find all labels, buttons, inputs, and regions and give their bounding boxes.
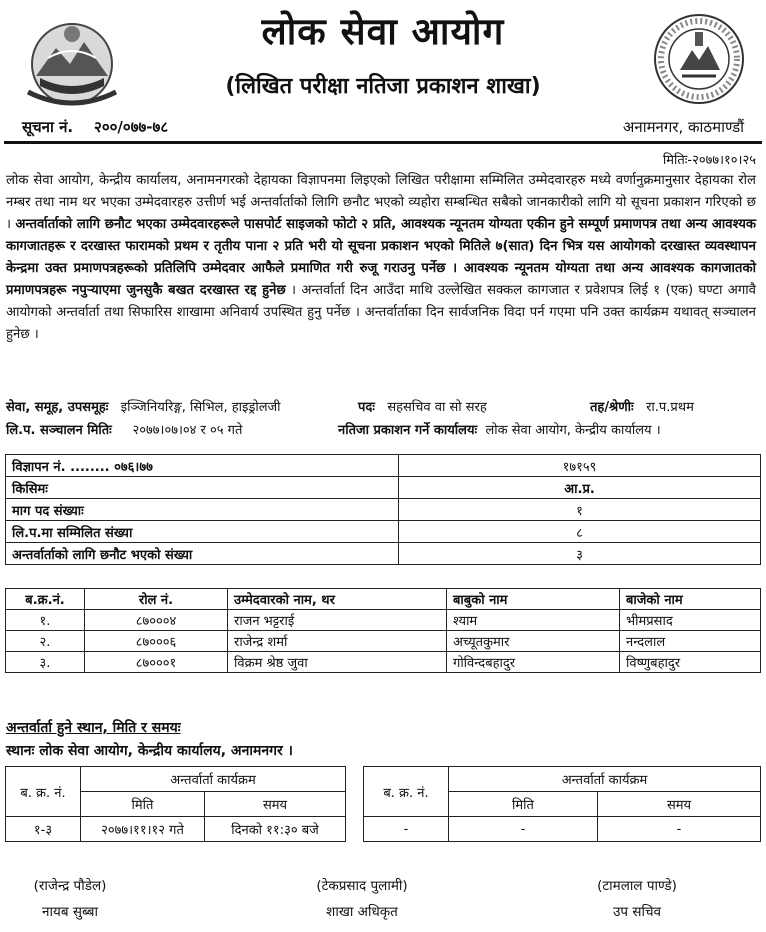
table-row — [6, 817, 346, 842]
cell-sn: ३. — [6, 652, 85, 673]
cell-roll: ८७०००१ — [85, 652, 228, 673]
column-header-grandfather: बाजेको नाम — [620, 589, 761, 610]
post-value: सहसचिव वा सो सरह — [387, 400, 487, 415]
cell-sn: १-३ — [6, 817, 81, 842]
office-line — [338, 420, 661, 438]
post-line — [358, 397, 487, 415]
service-label: सेवा, समूह, उपसमूहः — [6, 400, 109, 415]
signatory-3 — [537, 876, 737, 920]
table-header-row — [6, 589, 761, 610]
column-header-father: बाबुको नाम — [447, 589, 620, 610]
date-header: मिति — [81, 792, 205, 817]
signatory-title: शाखा अधिकृत — [326, 904, 398, 920]
body-paragraph-3: । अन्तर्वार्ता दिन आउँदा माथि उल्लेखित सक्कल कागजात र प्रवेशपत्र लिई १ (एक) घण्टा अगावै आयोगको अन्तर्वार्ता तथा सिफारिस शाखामा अनिवार्य उपस्थित हुनु पर्नेछ । अन्तर्वार्ताका दिन सार्वजनिक विदा पर्न गएमा पनि उक्त कार्यक्रम यथावत् सञ्चालन हुनेछ । — [6, 283, 756, 342]
date-header: मिति — [449, 792, 598, 817]
cell-sn: - — [364, 817, 449, 842]
table-row — [6, 767, 346, 792]
program-header: अन्तर्वार्ता कार्यक्रम — [449, 767, 761, 792]
notice-label: सूचना नं. — [22, 118, 74, 136]
cell-father: अच्यूतकुमार — [447, 631, 620, 652]
column-header-name: उम्मेदवारको नाम, थर — [228, 589, 447, 610]
office-label: नतिजा प्रकाशन गर्ने कार्यालयः — [338, 423, 478, 438]
notice-value: २००/०७७-७८ — [94, 118, 169, 136]
signatory-name: (राजेन्द्र पौडेल) — [33, 878, 107, 894]
time-header: समय — [598, 792, 761, 817]
cell-date: - — [449, 817, 598, 842]
table-row — [6, 521, 761, 543]
summary-value: ८ — [399, 521, 761, 543]
cell-roll: ८७०००४ — [85, 610, 228, 631]
summary-label: अन्तर्वार्ताको लागि छनौट भएको संख्या — [6, 543, 399, 565]
table-row — [6, 455, 761, 477]
cell-father: गोविन्दबहादुर — [447, 652, 620, 673]
level-line — [590, 397, 694, 415]
interview-schedule-right — [363, 766, 761, 842]
summary-label: विज्ञापन नं. ........ ०७६।७७ — [6, 455, 399, 477]
notice-date: मितिः-२०७७।१०।२५ — [662, 153, 756, 168]
table-row — [6, 543, 761, 565]
table-row — [6, 631, 761, 652]
summary-value: १ — [399, 499, 761, 521]
interview-schedule-left — [5, 766, 346, 842]
post-label: पदः — [358, 400, 375, 415]
summary-value: ३ — [399, 543, 761, 565]
summary-value: १७१५९ — [399, 455, 761, 477]
summary-label: लि.प.मा सम्मिलित संख्या — [6, 521, 399, 543]
cell-father: श्याम — [447, 610, 620, 631]
address: अनामनगर, काठमाण्डौं — [622, 118, 744, 136]
exam-date-label: लि.प. सञ्चालन मितिः — [6, 423, 112, 438]
page-subtitle: (लिखित परीक्षा नतिजा प्रकाशन शाखा) — [225, 74, 541, 99]
sn-header: ब. क्र. नं. — [364, 767, 449, 817]
signatory-1 — [0, 876, 170, 920]
office-value: लोक सेवा आयोग, केन्द्रीय कार्यालय । — [485, 423, 661, 438]
signatory-title: उप सचिव — [612, 904, 662, 920]
signatory-2 — [262, 876, 462, 920]
cell-date: २०७७।११।१२ गते — [81, 817, 205, 842]
summary-label: किसिमः — [6, 477, 399, 499]
cell-grandfather: विष्णुबहादुर — [620, 652, 761, 673]
cell-sn: १. — [6, 610, 85, 631]
candidates-table — [5, 588, 761, 673]
notice-number — [22, 117, 168, 137]
cell-name: राजेन्द्र शर्मा — [228, 631, 447, 652]
table-row — [364, 767, 761, 792]
interview-place: स्थानः लोक सेवा आयोग, केन्द्रीय कार्यालय, अनामनगर । — [6, 743, 293, 759]
cell-grandfather: भीमप्रसाद — [620, 610, 761, 631]
signatory-name: (टामलाल पाण्डे) — [597, 878, 677, 894]
interview-section-title: अन्तर्वार्ता हुने स्थान, मिति र समयः — [6, 720, 181, 736]
page-title: लोक सेवा आयोग — [261, 10, 505, 53]
body-paragraph-2-bold: अन्तर्वार्ताको लागि छनौट भएका उम्मेदवारहरूले पासपोर्ट साइजको फोटो २ प्रति, आवश्यक न्यूनतम योग्यता एकीन हुने सम्पूर्ण प्रमाणपत्र तथा अन्य आवश्यक कागजातहरू र दरखास्त फारामको प्रथम र तृतीय पाना २ प्रति भरी यो सूचना प्रकाशन भएको मितिले ७(सात) दिन भित्र यस आयोगको दरखास्त व्यवस्थापन केन्द्रमा उक्त प्रमाणपत्रहरूको प्रतिलिपि उम्मेदवार आफैले प्रमाणित गरी रुजू गराउनु पर्नेछ । आवश्यक न्यूनतम योग्यता तथा अन्य आवश्यक कागजातको प्रमाणपत्रहरू नपुऱ्याएमा जुनसुकै बखत दरखास्त रद्द हुनेछ — [6, 217, 756, 298]
table-row — [6, 477, 761, 499]
column-header-roll: रोल नं. — [85, 589, 228, 610]
summary-label: माग पद संख्याः — [6, 499, 399, 521]
column-header-sn: ब.क्र.नं. — [6, 589, 85, 610]
table-row — [364, 817, 761, 842]
header-divider — [4, 141, 762, 144]
cell-name: राजन भट्टराई — [228, 610, 447, 631]
table-row — [6, 652, 761, 673]
cell-sn: २. — [6, 631, 85, 652]
cell-name: विक्रम श्रेष्ठ जुवा — [228, 652, 447, 673]
time-header: समय — [205, 792, 346, 817]
advertisement-summary-table — [5, 454, 761, 565]
signatory-name: (टेकप्रसाद पुलामी) — [316, 878, 408, 894]
sn-header: ब. क्र. नं. — [6, 767, 81, 817]
exam-date-line — [6, 420, 242, 438]
program-header: अन्तर्वार्ता कार्यक्रम — [81, 767, 346, 792]
level-value: रा.प.प्रथम — [646, 400, 694, 415]
summary-value: आ.प्र. — [399, 477, 761, 499]
table-row — [6, 499, 761, 521]
body-paragraph-1: लोक सेवा आयोग, केन्द्रीय कार्यालय, अनामनगरको देहायका विज्ञापनमा लिइएको लिखित परीक्षामा सम्मिलित उम्मेदवारहरु मध्ये वर्णानुक्रमानुसार देहायका रोल नम्बर तथा नाम थर भएका उम्मेदवारहरु उत्तीर्ण भई अन्तर्वार्ताको लिागि छनौट भएको व्यहोरा सम्बन्धित सबैको जानकारीको लागि यो सूचना प्रकाशन गरिएको छ । — [6, 173, 756, 232]
cell-roll: ८७०००६ — [85, 631, 228, 652]
table-row — [6, 610, 761, 631]
notice-body — [6, 170, 756, 346]
service-value: इञ्जिनियरिङ्ग, सिभिल, हाइड्रोलजी — [120, 400, 281, 415]
service-line — [6, 397, 281, 415]
exam-date-value: २०७७।०७।०४ र ०५ गते — [132, 423, 243, 438]
signatory-title: नायब सुब्बा — [42, 904, 98, 920]
cell-grandfather: नन्दलाल — [620, 631, 761, 652]
level-label: तह/श्रेणीः — [590, 400, 634, 415]
cell-time: - — [598, 817, 761, 842]
cell-time: दिनको ११:३० बजे — [205, 817, 346, 842]
